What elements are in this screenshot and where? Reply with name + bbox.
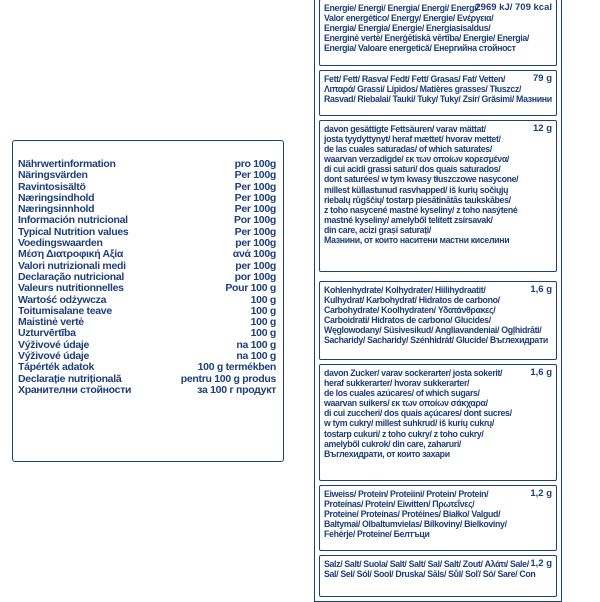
- protein-section: [319, 485, 557, 551]
- label-line: Въглехидрати, от които захари: [324, 448, 450, 459]
- sugars-value: 1,6 g: [530, 367, 552, 378]
- header-per-100g: pro 100g: [234, 158, 276, 170]
- label-line: Energia/ Energia/ Energie/ Energiasisaldus/: [324, 23, 491, 34]
- label-line: Energie/ Energi/ Energia/ Energi/ Energi/: [324, 3, 479, 13]
- header-per-100g: Per 100g: [234, 191, 276, 204]
- label-line: Salz/ Salt/ Suola/ Salt/ Salt/ Sal/ Salt/ Zout/ Αλάτι/ Sale/: [324, 559, 529, 569]
- header-per-100g: Por 100g: [234, 214, 276, 227]
- protein-label: [324, 489, 514, 539]
- header-per-100g: Per 100g: [234, 225, 276, 238]
- nutrition-header-row: [18, 283, 276, 294]
- header-per-100g: Per 100g: [234, 203, 276, 216]
- label-line: Мазнини, от които наситени мастни киселини: [324, 235, 510, 246]
- header-label: Declarație nutrițională: [18, 372, 122, 385]
- header-label: Información nutricional: [18, 214, 128, 227]
- label-line: heraf sukkerarter/ hvorav sukkerarter/: [324, 378, 470, 389]
- saturates-label: [324, 124, 519, 246]
- label-line: davon Zucker/ varav sockerarter/ josta sokerit/: [324, 368, 503, 378]
- nutrition-header-row: [18, 362, 276, 373]
- label-line: davon gesättigte Fettsäuren/ varav mättat/: [324, 124, 486, 134]
- header-label: Valeurs nutritionnelles: [18, 282, 124, 295]
- header-label: Typical Nutrition values: [18, 225, 129, 238]
- label-line: Eiweiss/ Protein/ Proteiini/ Protein/ Protein/: [324, 489, 489, 499]
- nutrition-table-left: [12, 140, 284, 462]
- label-line: z toho nasycené mastné kyseliny/ z toho nasýtené: [324, 204, 518, 215]
- label-line: de los cuales azúcares/ of which sugars/: [324, 388, 480, 399]
- header-per-100g: 100 g: [250, 293, 276, 306]
- header-per-100g: Per 100g: [234, 169, 276, 182]
- header-label: Næringsindhold: [18, 191, 95, 204]
- fat-value: 79 g: [532, 73, 552, 84]
- label-line: Carboidrati/ Hidratos de carbono/ Glucides/: [324, 315, 491, 326]
- label-line: waarvan verzadigde/ εκ των οποίων κορεσμένα/: [324, 154, 509, 165]
- header-label: Výživové údaje: [18, 338, 90, 351]
- header-per-100g: 100 g: [250, 327, 276, 340]
- label-line: de las cuales saturadas/ of which saturates/: [324, 144, 492, 155]
- nutrition-header-rows: [18, 159, 276, 396]
- header-per-100g: per 100g: [235, 259, 276, 272]
- header-label: Valori nutrizionali medi: [18, 259, 126, 272]
- header-label: Toitumisalane teave: [18, 304, 112, 317]
- label-line: Sal/ Sel/ Sól/ Sool/ Druska/ Sāls/ Sůl/ Soľ/ Só/ Sare/ Con: [324, 569, 536, 580]
- header-per-100g: Pour 100 g: [225, 282, 276, 295]
- label-line: Proteine/ Proteínas/ Protéines/ Białko/ Valgud/: [324, 509, 501, 520]
- header-per-100g: na 100 g: [236, 338, 276, 351]
- header-per-100g: 100 g: [250, 316, 276, 329]
- header-per-100g: 100 g: [250, 304, 276, 317]
- label-line: Baltymai/ Olbaltumvielas/ Bílkoviny/ Bielkoviny/: [324, 519, 507, 530]
- header-label: Declaração nutricional: [18, 270, 125, 283]
- label-line: Λιπαρά/ Grassi/ Lípidos/ Matières grasses/ Tłuszcz/: [324, 84, 522, 95]
- label-line: Fett/ Fett/ Rasva/ Fedt/ Fett/ Grasas/ Fat/ Vetten/: [324, 74, 506, 84]
- header-per-100g: 100 g termékben: [197, 361, 276, 374]
- label-line: Valor energético/ Energy/ Energie/ Ενέργεια/: [324, 13, 494, 24]
- header-label: Næringsinnhold: [18, 203, 95, 216]
- header-per-100g: per 100g: [235, 237, 276, 250]
- label-line: Energinė vertė/ Enerģētiskā vērtība/ Energie/ Energia/: [324, 33, 530, 44]
- energy-value: 2969 kJ/ 709 kcal: [475, 2, 552, 13]
- protein-value: 1,2 g: [530, 488, 552, 499]
- fat-section: [319, 70, 557, 116]
- label-line: waarvan suikers/ εκ των οποίων σάκχαρα/: [324, 398, 488, 409]
- label-line: Kohlenhydrate/ Kolhydrater/ Hiilihydraatit/: [324, 285, 486, 295]
- label-line: Fehérje/ Proteine/ Белтъци: [324, 529, 430, 540]
- label-line: millest küllastunud rasvhapped/ iš kurių sočiųjų: [324, 184, 509, 195]
- label-line: mastné kyseliny/ amelyből telített zsírsavak/: [324, 214, 493, 225]
- carbohydrate-section: [319, 281, 557, 360]
- header-label: Voedingswaarden: [18, 237, 103, 250]
- label-line: Kulhydrat/ Karbohydrat/ Hidratos de carbono/: [324, 295, 500, 306]
- label-line: di cui zuccheri/ dos quais açúcares/ dont sucres/: [324, 408, 512, 419]
- label-line: josta tyydyttynyt/ heraf mættet/ hvorav mettet/: [324, 134, 501, 145]
- saturates-section: [319, 120, 557, 272]
- header-per-100g: ανά 100g: [232, 248, 276, 261]
- header-per-100g: за 100 г продукт: [197, 383, 276, 396]
- header-label: Хранителни стойности: [18, 383, 132, 396]
- nutrition-table-right: [314, 0, 562, 602]
- label-line: tostarp cukuri/ z toho cukry/ z toho cukry/: [324, 428, 484, 439]
- label-line: din care, acizi grași saturați/: [324, 224, 431, 235]
- energy-section: [319, 0, 557, 66]
- label-line: dont saturées/ w tym kwasy tłuszczowe nasycone/: [324, 174, 519, 185]
- header-per-100g: Per 100g: [234, 180, 276, 193]
- header-label: Näringsvärden: [18, 169, 88, 182]
- salt-section: [319, 555, 557, 597]
- header-label: Wartość odżywcza: [18, 293, 107, 306]
- label-line: Carbohydrate/ Koolhydraten/ Υδατάνθρακες/: [324, 305, 496, 316]
- carbohydrate-value: 1,6 g: [530, 284, 552, 295]
- header-per-100g: por 100g: [234, 270, 276, 283]
- label-line: amelyből cukrok/ din care, zaharuri/: [324, 438, 462, 449]
- header-label: Tápérték adatok: [18, 361, 95, 374]
- label-line: di cui acidi grassi saturi/ dos quais saturados/: [324, 164, 501, 175]
- saturates-value: 12 g: [532, 123, 552, 134]
- label-line: w tym cukry/ millest suhkrud/ iš kurių cukrų/: [324, 418, 495, 429]
- label-line: riebalų rūgščių/ tostarp piesātinātās taukskābes/: [324, 194, 511, 205]
- header-per-100g: na 100 g: [236, 350, 276, 363]
- sugars-section: [319, 364, 557, 481]
- header-per-100g: pentru 100 g produs: [180, 372, 276, 385]
- nutrition-header-row: [18, 249, 276, 260]
- nutrition-header-row: [18, 170, 276, 181]
- label-line: Energia/ Valoare energetică/ Енергийна стойност: [324, 43, 516, 54]
- salt-label: [324, 559, 536, 580]
- header-label: Maistinė vertė: [18, 316, 84, 329]
- label-line: Sacharidy/ Sacharidy/ Szénhidrát/ Glucide/ Въглехидрати: [324, 335, 548, 346]
- label-line: Rasvad/ Riebalai/ Tauki/ Tuky/ Tuky/ Zsír/ Grăsimi/ Мазнини: [324, 94, 552, 105]
- header-label: Výživové údaje: [18, 350, 90, 363]
- sugars-label: [324, 368, 514, 459]
- label-line: Proteínas/ Protein/ Eiwitten/ Πρωτεΐνες/: [324, 499, 475, 510]
- header-label: Uzturvērtība: [18, 327, 76, 340]
- label-line: Węglowodany/ Süsivesikud/ Angliavandeniai/ Ogļhidrāti/: [324, 325, 542, 336]
- header-label: Μέση Διατροφική Αξία: [18, 248, 123, 261]
- header-label: Ravintosisältö: [18, 180, 86, 193]
- salt-value: 1,2 g: [530, 558, 552, 569]
- header-label: Nährwertinformation: [18, 158, 116, 170]
- nutrition-header-row: [18, 385, 276, 396]
